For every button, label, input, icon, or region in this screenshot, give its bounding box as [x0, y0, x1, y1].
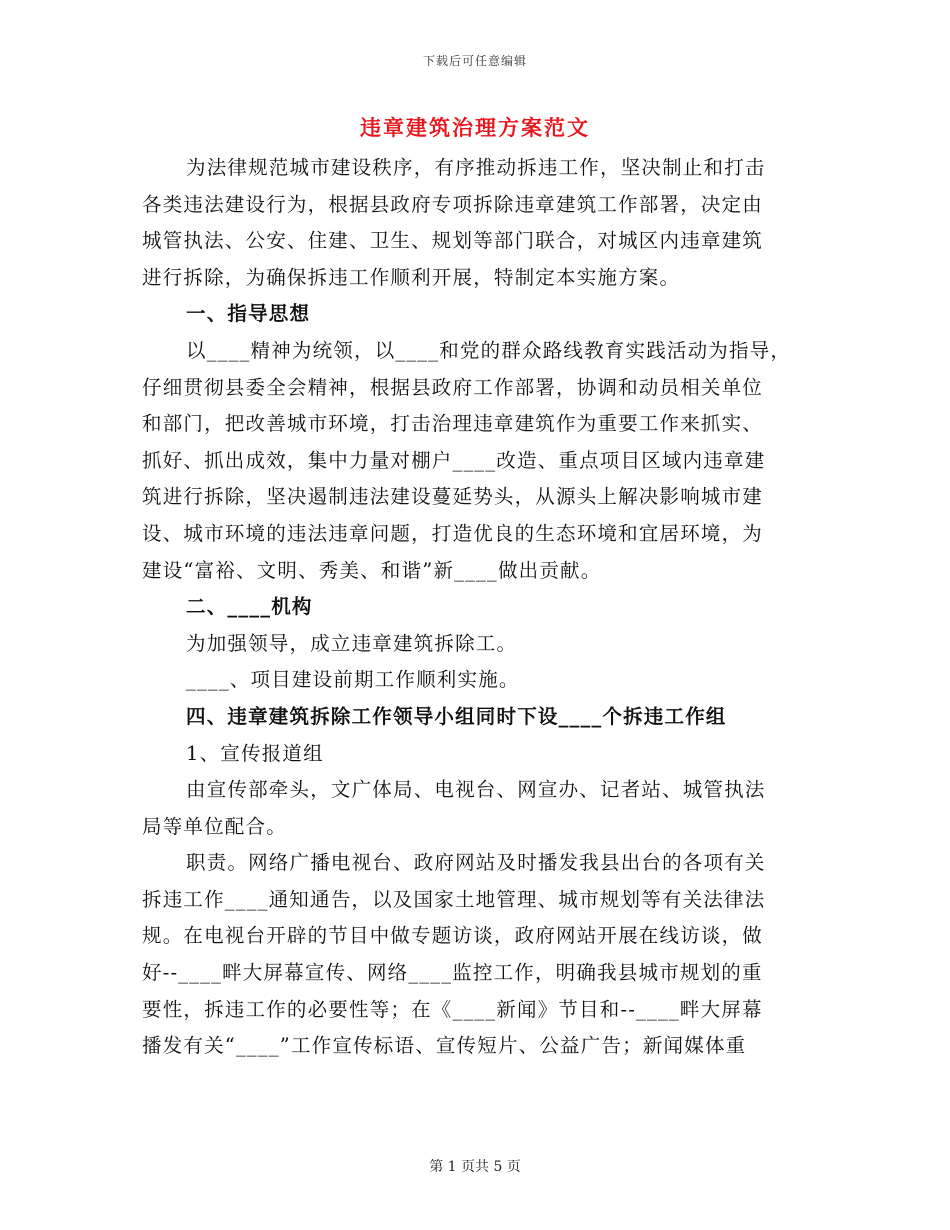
text-line: 局等单位配合。 — [142, 814, 287, 838]
document-body — [142, 150, 814, 1065]
text-line: ____、项目建设前期工作顺利实施。 — [186, 668, 520, 692]
text-line: 1、宣传报道组 — [186, 741, 324, 765]
text-line: 以____精神为统领，以____和党的群众路线教育实践活动为指导， — [186, 338, 792, 362]
text-line: 为法律规范城市建设秩序，有序推动拆违工作，坚决制止和打击 — [186, 156, 766, 179]
text-line: 好--____畔大屏幕宣传、网络____监控工作，明确我县城市规划的重 — [142, 961, 763, 985]
section-heading: 一、指导思想 — [186, 302, 311, 326]
text-line: 城管执法、公安、住建、卫生、规划等部门联合，对城区内违章建筑 — [142, 229, 764, 253]
text-line: 要性，拆违工作的必要性等；在《____新闻》节目和--____畔大屏幕 — [142, 997, 763, 1021]
section-heading: 四、违章建筑拆除工作领导小组同时下设____个拆违工作组 — [186, 704, 727, 728]
text-line: 设、城市环境的违法违章问题，打造优良的生态环境和宜居环境，为 — [142, 521, 764, 545]
text-line: 由宣传部牵头，文广体局、电视台、网宣办、记者站、城管执法 — [186, 778, 766, 802]
text-line: 和部门，把改善城市环境，打击治理违章建筑作为重要工作来抓实、 — [142, 412, 764, 436]
page-footer: 第 1 页共 5 页 — [429, 1159, 521, 1175]
text-line: 建设“富裕、文明、秀美、和谐”新____做出贡献。 — [142, 558, 602, 582]
header-note: 下载后可任意编辑 — [422, 54, 527, 68]
text-line: 进行拆除，为确保拆违工作顺利开展，特制定本实施方案。 — [142, 265, 681, 289]
text-line: 职责。网络广播电视台、政府网站及时播发我县出台的各项有关 — [186, 851, 766, 875]
text-line: 各类违法建设行为，根据县政府专项拆除违章建筑工作部署，决定由 — [142, 192, 764, 216]
section-heading: 二、____机构 — [186, 595, 313, 619]
document-title: 违章建筑治理方案范文 — [360, 115, 590, 140]
text-line: 筑进行拆除，坚决遏制违法建设蔓延势头，从源头上解决影响城市建 — [142, 485, 764, 509]
text-line: 抓好、抓出成效，集中力量对棚户____改造、重点项目区域内违章建 — [142, 448, 766, 472]
text-line: 规。在电视台开辟的节目中做专题访谈，政府网站开展在线访谈，做 — [142, 924, 764, 948]
text-line: 播发有关“____”工作宣传标语、宣传短片、公益广告；新闻媒体重 — [142, 1034, 747, 1058]
text-line: 为加强领导，成立违章建筑拆除工。 — [186, 631, 518, 655]
text-line: 仔细贯彻县委全会精神，根据县政府工作部署，协调和动员相关单位 — [142, 375, 764, 399]
text-line: 拆违工作____通知通告，以及国家土地管理、城市规划等有关法律法 — [142, 887, 766, 911]
